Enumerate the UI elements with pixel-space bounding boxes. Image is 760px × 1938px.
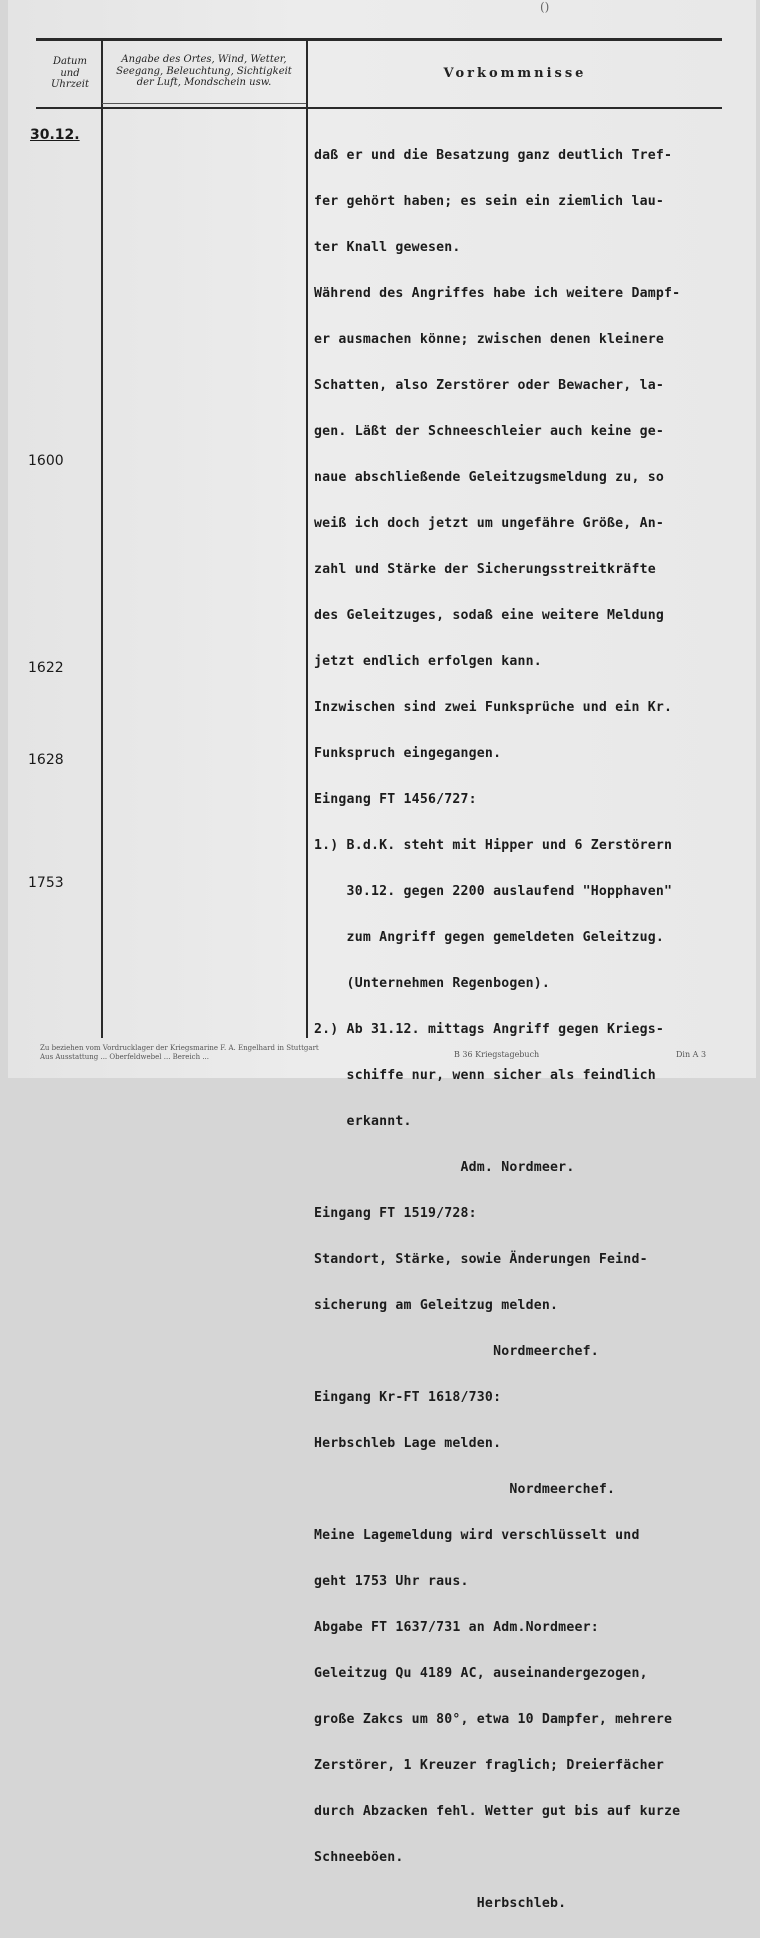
header-date-column	[40, 56, 100, 91]
footer-line: Aus Ausstattung ... Oberfeldwebel ... Bereich ...	[40, 1053, 209, 1061]
log-entry-text	[314, 121, 754, 1938]
text-line: Eingang FT 1519/728:	[314, 1206, 477, 1221]
date-entry: 30.12.	[30, 127, 80, 143]
text-line: des Geleitzuges, sodaß eine weitere Meldung	[314, 608, 665, 623]
text-line: ter Knall gewesen.	[314, 240, 461, 255]
text-line: 1.) B.d.K. steht mit Hipper und 6 Zerstörern	[314, 838, 673, 853]
text-line: 2.) Ab 31.12. mittags Angriff gegen Kriegs-	[314, 1022, 665, 1037]
top-rule	[36, 38, 722, 41]
text-line: fer gehört haben; es sein ein ziemlich lau-	[314, 194, 665, 209]
header-location-column	[104, 54, 304, 89]
text-line: erkannt.	[314, 1114, 412, 1129]
text-line: Funkspruch eingegangen.	[314, 746, 502, 761]
text-line: gen. Läßt der Schneeschleier auch keine ge-	[314, 424, 665, 439]
text-line: Meine Lagemeldung wird verschlüsselt und	[314, 1528, 640, 1543]
text-line: Nordmeerchef.	[314, 1344, 599, 1359]
text-line: zahl und Stärke der Sicherungsstreitkräfte	[314, 562, 656, 577]
footer-printer-note	[40, 1044, 430, 1062]
text-line: Während des Angriffes habe ich weitere Dampf-	[314, 286, 681, 301]
text-line: Zerstörer, 1 Kreuzer fraglich; Dreierfächer	[314, 1758, 665, 1773]
header-underline-col2	[102, 103, 306, 104]
time-entry: 1753	[28, 875, 64, 891]
text-line: Abgabe FT 1637/731 an Adm.Nordmeer:	[314, 1620, 599, 1635]
header-events-column: Vorkommnisse	[443, 66, 587, 81]
time-entry: 1628	[28, 752, 64, 768]
header-bottom-rule	[36, 107, 722, 109]
text-line: (Unternehmen Regenbogen).	[314, 976, 551, 991]
text-line: Schatten, also Zerstörer oder Bewacher, la-	[314, 378, 665, 393]
text-line: Eingang Kr-FT 1618/730:	[314, 1390, 502, 1405]
header-location-line: der Luft, Mondschein usw.	[136, 77, 272, 88]
text-line: Herbschleb.	[314, 1896, 567, 1911]
text-line: Eingang FT 1456/727:	[314, 792, 477, 807]
header-location-line: Angabe des Ortes, Wind, Wetter,	[121, 54, 287, 65]
text-line: Inzwischen sind zwei Funksprüche und ein Kr.	[314, 700, 673, 715]
time-entry: 1622	[28, 660, 64, 676]
time-entry: 1600	[28, 453, 64, 469]
footer-paper-size: Din A 3	[676, 1050, 707, 1059]
text-line: Herbschleb Lage melden.	[314, 1436, 502, 1451]
column-divider-1	[101, 40, 103, 1038]
text-line: schiffe nur, wenn sicher als feindlich	[314, 1068, 656, 1083]
text-line: Geleitzug Qu 4189 AC, auseinandergezogen,	[314, 1666, 648, 1681]
text-line: weiß ich doch jetzt um ungefähre Größe, An-	[314, 516, 665, 531]
header-date-line: Datum	[53, 56, 87, 67]
text-line: große Zakcs um 80°, etwa 10 Dampfer, mehrere	[314, 1712, 673, 1727]
page-marker: ()	[540, 0, 550, 14]
text-line: Adm. Nordmeer.	[314, 1160, 575, 1175]
text-line: 30.12. gegen 2200 auslaufend "Hopphaven"	[314, 884, 673, 899]
footer-line: Zu beziehen vom Vordrucklager der Kriegsmarine F. A. Engelhard in Stuttgart	[40, 1044, 319, 1052]
text-line: durch Abzacken fehl. Wetter gut bis auf kurze	[314, 1804, 681, 1819]
text-line: Schneeböen.	[314, 1850, 404, 1865]
text-line: zum Angriff gegen gemeldeten Geleitzug.	[314, 930, 665, 945]
text-line: Standort, Stärke, sowie Änderungen Feind-	[314, 1252, 648, 1267]
header-date-line: und	[60, 67, 80, 79]
column-divider-2	[306, 40, 308, 1038]
text-line: daß er und die Besatzung ganz deutlich Tref-	[314, 148, 673, 163]
text-line: sicherung am Geleitzug melden.	[314, 1298, 559, 1313]
text-line: jetzt endlich erfolgen kann.	[314, 654, 542, 669]
text-line: geht 1753 Uhr raus.	[314, 1574, 469, 1589]
text-line: naue abschließende Geleitzugsmeldung zu, so	[314, 470, 665, 485]
header-location-line: Seegang, Beleuchtung, Sichtigkeit	[116, 65, 292, 77]
text-line: er ausmachen könne; zwischen denen kleinere	[314, 332, 665, 347]
text-line: Nordmeerchef.	[314, 1482, 616, 1497]
header-date-line: Uhrzeit	[50, 79, 90, 90]
footer-form-id: B 36 Kriegstagebuch	[454, 1050, 540, 1059]
